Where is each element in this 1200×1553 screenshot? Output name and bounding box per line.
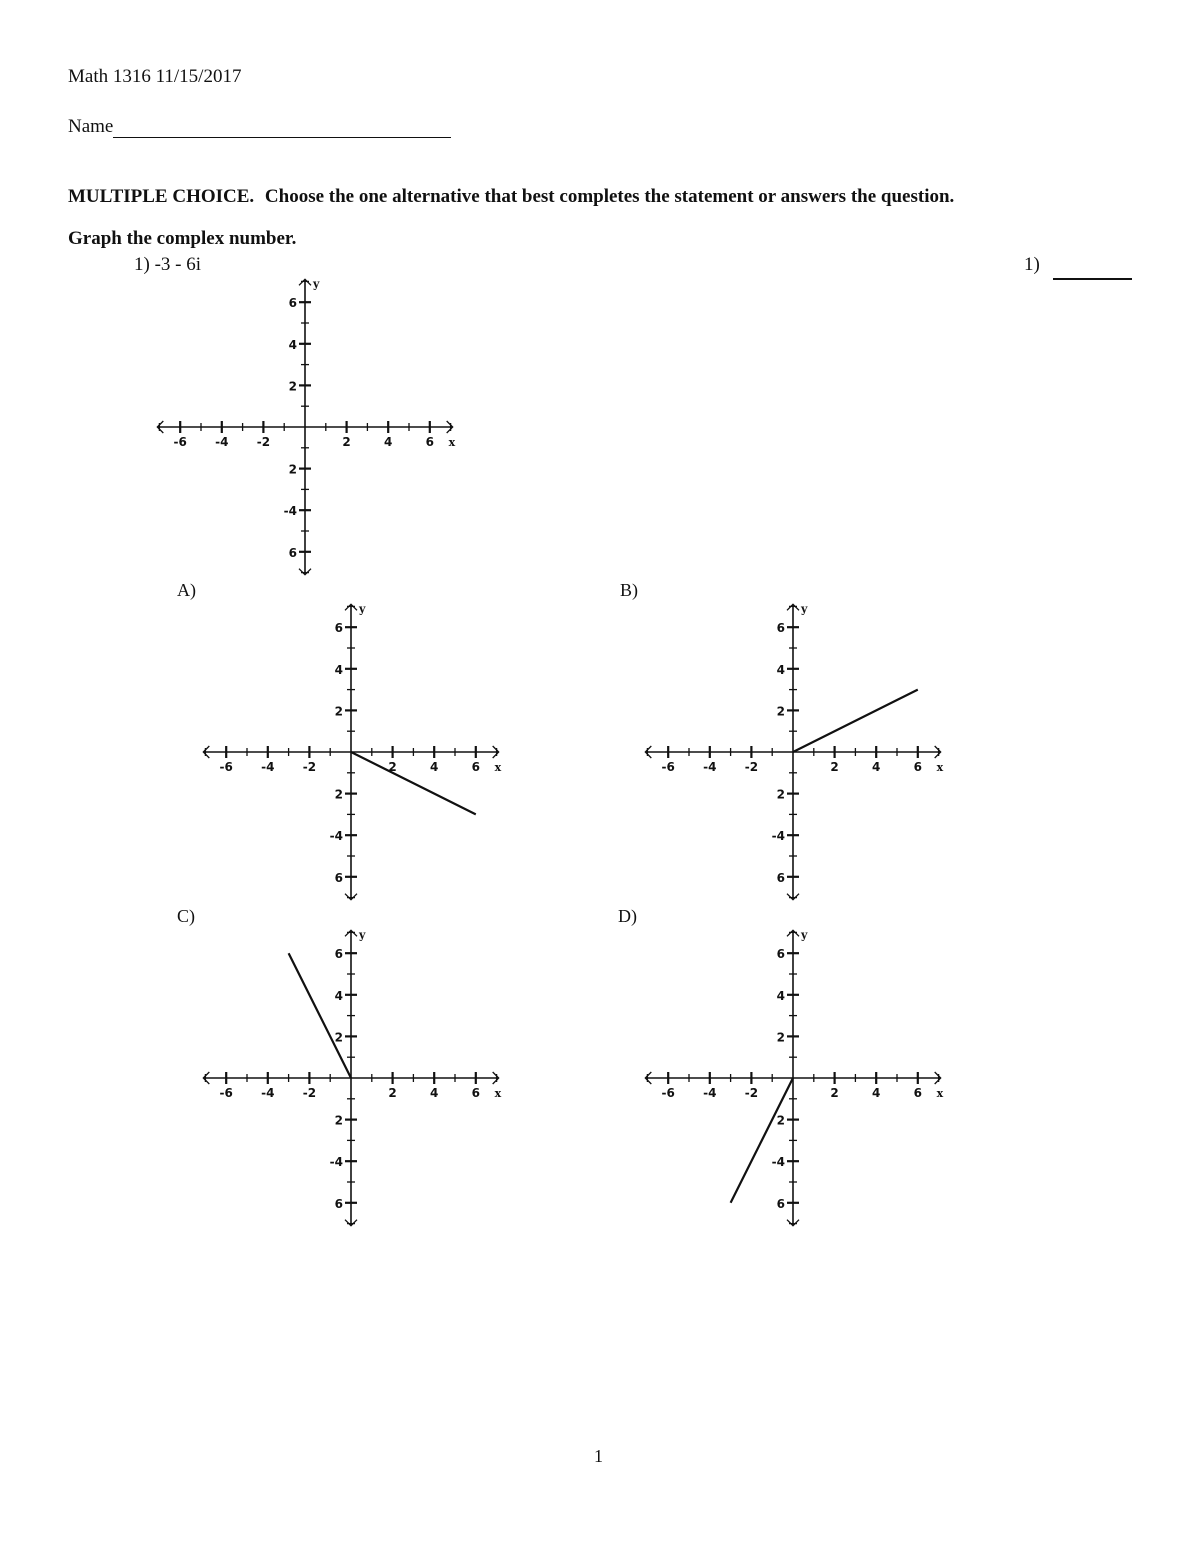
y-tick-label: 2 [334, 787, 343, 802]
vector-line [289, 953, 351, 1078]
y-axis-label: y [313, 277, 320, 291]
y-tick-label: 6 [776, 621, 785, 636]
y-tick-label: 6 [288, 545, 297, 560]
x-tick-label: 6 [471, 1086, 480, 1100]
x-tick-label: 4 [872, 760, 881, 774]
x-tick-label: 2 [388, 1086, 397, 1100]
x-tick-label: -6 [219, 1086, 233, 1100]
y-axis-label: y [359, 928, 366, 942]
y-tick-label: 6 [334, 947, 343, 962]
choice-c-graph[interactable] [198, 928, 508, 1231]
y-tick-label: 4 [776, 988, 785, 1003]
x-axis-label: x [448, 436, 456, 449]
y-tick-label: -4 [329, 1155, 343, 1170]
instruction: Graph the complex number. [68, 228, 297, 249]
y-tick-label: 2 [776, 787, 785, 802]
y-tick-label: 2 [288, 379, 297, 394]
x-tick-label: -4 [703, 760, 717, 774]
choice-d-graph[interactable] [640, 928, 950, 1231]
y-tick-label: 2 [334, 1030, 343, 1045]
x-tick-label: -6 [661, 1086, 675, 1100]
x-tick-label: 6 [471, 760, 480, 774]
x-tick-label: 4 [430, 760, 439, 774]
x-tick-label: 6 [425, 435, 434, 449]
question-number: 1) [134, 254, 150, 275]
y-tick-label: 6 [776, 1196, 785, 1211]
y-tick-label: 2 [776, 704, 785, 719]
x-tick-label: 4 [872, 1086, 881, 1100]
name-label: Name [68, 116, 114, 137]
y-tick-label: 4 [288, 337, 297, 352]
y-axis-label: y [801, 928, 808, 942]
vector-line [731, 1078, 793, 1203]
x-tick-label: 2 [342, 435, 351, 449]
y-tick-label: -4 [771, 829, 785, 844]
y-tick-label: 6 [334, 1196, 343, 1211]
y-axis-label: y [801, 602, 808, 616]
y-tick-label: 4 [334, 988, 343, 1003]
y-tick-label: 2 [334, 1113, 343, 1128]
name-blank[interactable] [113, 119, 451, 138]
page-number: 1 [594, 1446, 603, 1466]
directions-text: Choose the one alternative that best completes the statement or answers the question. [264, 186, 955, 207]
choice-c-label[interactable]: C) [177, 906, 195, 926]
y-tick-label: -4 [771, 1155, 785, 1170]
y-axis-label: y [359, 602, 366, 616]
y-tick-label: 6 [334, 621, 343, 636]
choice-a-graph[interactable] [198, 602, 508, 905]
x-tick-label: -2 [256, 435, 271, 449]
x-tick-label: 4 [430, 1086, 439, 1100]
name-row [68, 116, 451, 138]
choice-a-label[interactable]: A) [177, 580, 196, 600]
x-axis-label: x [936, 1087, 944, 1100]
y-tick-label: 6 [288, 296, 297, 311]
x-axis-label: x [494, 761, 502, 774]
x-tick-label: 2 [830, 1086, 839, 1100]
x-tick-label: -4 [215, 435, 229, 449]
choice-b-label[interactable]: B) [620, 580, 638, 600]
y-tick-label: 6 [776, 870, 785, 885]
section-directions [68, 186, 954, 208]
y-tick-label: 6 [776, 947, 785, 962]
y-tick-label: 4 [776, 662, 785, 677]
x-tick-label: -2 [744, 1086, 759, 1100]
x-tick-label: -4 [261, 1086, 275, 1100]
choice-b-graph[interactable] [640, 602, 950, 905]
course-date-header: Math 1316 11/15/2017 [68, 66, 242, 87]
x-tick-label: -4 [703, 1086, 717, 1100]
section-heading: MULTIPLE CHOICE. [68, 186, 255, 207]
x-tick-label: 6 [913, 760, 922, 774]
y-tick-label: 4 [334, 662, 343, 677]
answer-blank[interactable] [1053, 278, 1132, 280]
x-tick-label: 2 [830, 760, 839, 774]
y-tick-label: -4 [329, 829, 343, 844]
question-graph [152, 277, 462, 580]
y-tick-label: 2 [776, 1113, 785, 1128]
x-tick-label: -6 [173, 435, 187, 449]
x-tick-label: 4 [384, 435, 393, 449]
y-tick-label: 6 [334, 870, 343, 885]
x-tick-label: -6 [661, 760, 675, 774]
x-axis-label: x [936, 761, 944, 774]
answer-label: 1) [1024, 254, 1040, 275]
x-tick-label: -2 [302, 760, 317, 774]
question-1 [134, 254, 201, 276]
choice-d-label[interactable]: D) [618, 906, 637, 926]
vector-line [793, 690, 918, 752]
x-axis-label: x [494, 1087, 502, 1100]
y-tick-label: 2 [334, 704, 343, 719]
vector-line [351, 752, 476, 814]
y-tick-label: 2 [776, 1030, 785, 1045]
y-tick-label: 2 [288, 462, 297, 477]
x-tick-label: -2 [302, 1086, 317, 1100]
x-tick-label: 6 [913, 1086, 922, 1100]
x-tick-label: -4 [261, 760, 275, 774]
question-expression: -3 - 6i [154, 254, 202, 275]
x-tick-label: -6 [219, 760, 233, 774]
x-tick-label: 2 [388, 760, 397, 774]
y-tick-label: -4 [283, 504, 297, 519]
x-tick-label: -2 [744, 760, 759, 774]
